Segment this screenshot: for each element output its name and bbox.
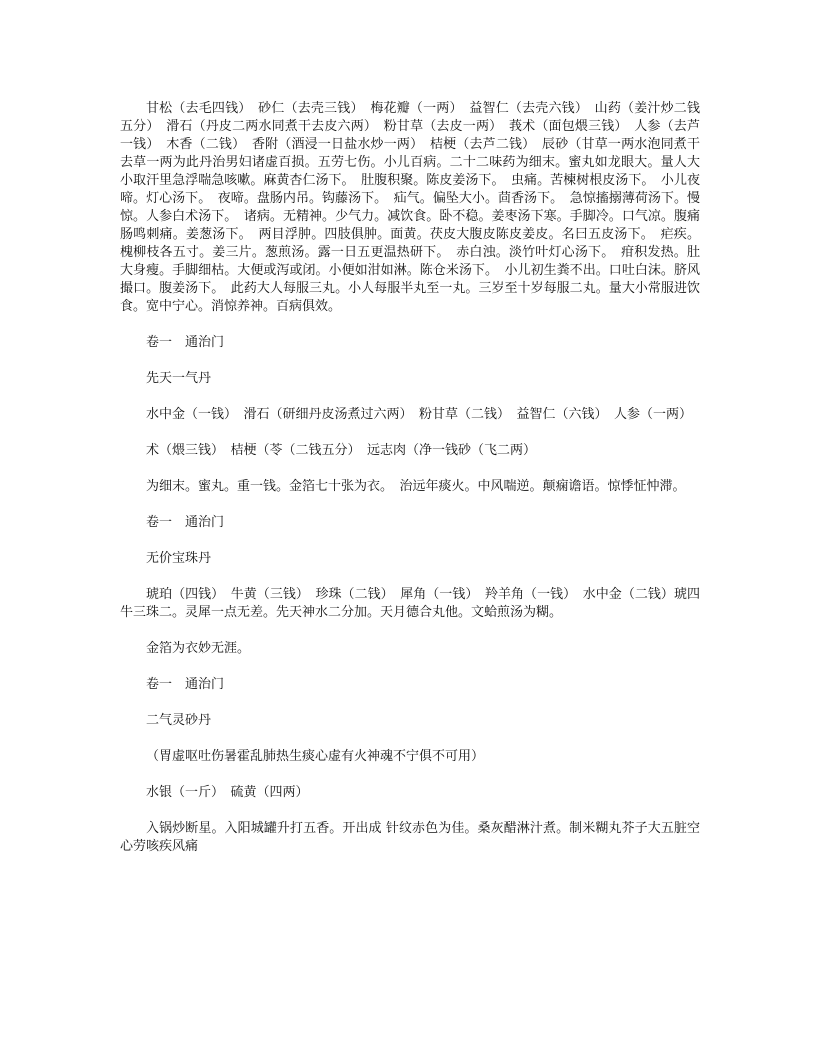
section-heading: 卷一 通治门 [146,335,225,350]
ingredients-line: 术（煨三钱） 桔梗（苓（二钱五分） 远志肉（净一钱砂（飞二两） [146,443,537,458]
formula-title: 先天一气丹 [146,371,212,386]
section-heading: 卷一 通治门 [146,677,225,692]
formula-title: 二气灵砂丹 [146,713,212,728]
verse-line: 金箔为衣妙无涯。 [146,641,251,656]
section-heading: 卷一 通治门 [146,515,225,530]
ingredients-line: 水中金（一钱） 滑石（研细丹皮汤煮过六两） 粉甘草（二钱） 益智仁（六钱） 人参（一两） [146,407,693,422]
preparation-text: 为细末。蜜丸。重一钱。金箔七十张为衣。 治远年痰火。中风喘逆。颠痫谵语。惊悸怔忡滞。 [146,479,686,494]
formula-title: 无价宝珠丹 [146,551,212,566]
preparation-text: 入锅炒断星。入阳城罐升打五香。开出成 针纹赤色为佳。桑灰醋淋汁煮。制米糊丸芥子大五脏空心劳咳疾风痛 [120,821,700,854]
contraindication-note: （胃虚呕吐伤暑霍乱肺热生痰心虚有火神魂不宁俱不可用） [146,749,485,764]
paragraph-formula-gansong: 甘松（去毛四钱） 砂仁（去壳三钱） 梅花瓣（一两） 益智仁（去壳六钱） 山药（姜汁炒二钱五分） 滑石（丹皮二两水同煮干去皮六两） 粉甘草（去皮一两） 莪术（面包煨三钱） 人参（去芦一钱） 木香（二钱） 香附（酒浸一日盐水炒一两） 桔梗（去芦二钱） 辰砂（甘草一两水泡同煮干去草一两为此丹治男妇诸虚百损。五劳七伤。小儿百病。二十二味药为细末。蜜丸如龙眼大。量人大小取汗里急浮喘急咳嗽。麻黄杏仁汤下。 肚腹积聚。陈皮姜汤下。 虫痛。苦楝树根皮汤下。 小儿夜啼。灯心汤下。 夜啼。盘肠内吊。钩藤汤下。 疝气。偏坠大小。茴香汤下。 急惊搐搦薄荷汤下。慢惊。人参白术汤下。 诸病。无精神。少气力。减饮食。卧不稳。姜枣汤下寒。手脚冷。口气凉。腹痛肠鸣刺痛。姜葱汤下。 两目浮肿。四肢俱肿。面黄。茯皮大腹皮陈皮姜皮。名曰五皮汤下。 疟疾。槐柳枝各五寸。姜三片。葱煎汤。露一日五更温热研下。 赤白浊。淡竹叶灯心汤下。 疳积发热。肚大身瘦。手脚细枯。大便或泻或闭。小便如泔如淋。陈仓米汤下。 小儿初生粪不出。口吐白沫。脐风撮口。腹姜汤下。 此药大人每服三丸。小人每服半丸至一丸。三岁至十岁每服二丸。量大小常服进饮食。宽中宁心。消惊养神。百病俱效。 [120,101,700,314]
ingredients-line: 琥珀（四钱） 牛黄（三钱） 珍珠（二钱） 犀角（一钱） 羚羊角（一钱） 水中金（二钱）琥四牛三珠二。灵犀一点无差。先天神水二分加。天月德合丸他。文蛤煎汤为糊。 [120,587,700,620]
ingredients-line: 水银（一斤） 硫黄（四两） [146,785,309,800]
document-page [120,100,700,874]
